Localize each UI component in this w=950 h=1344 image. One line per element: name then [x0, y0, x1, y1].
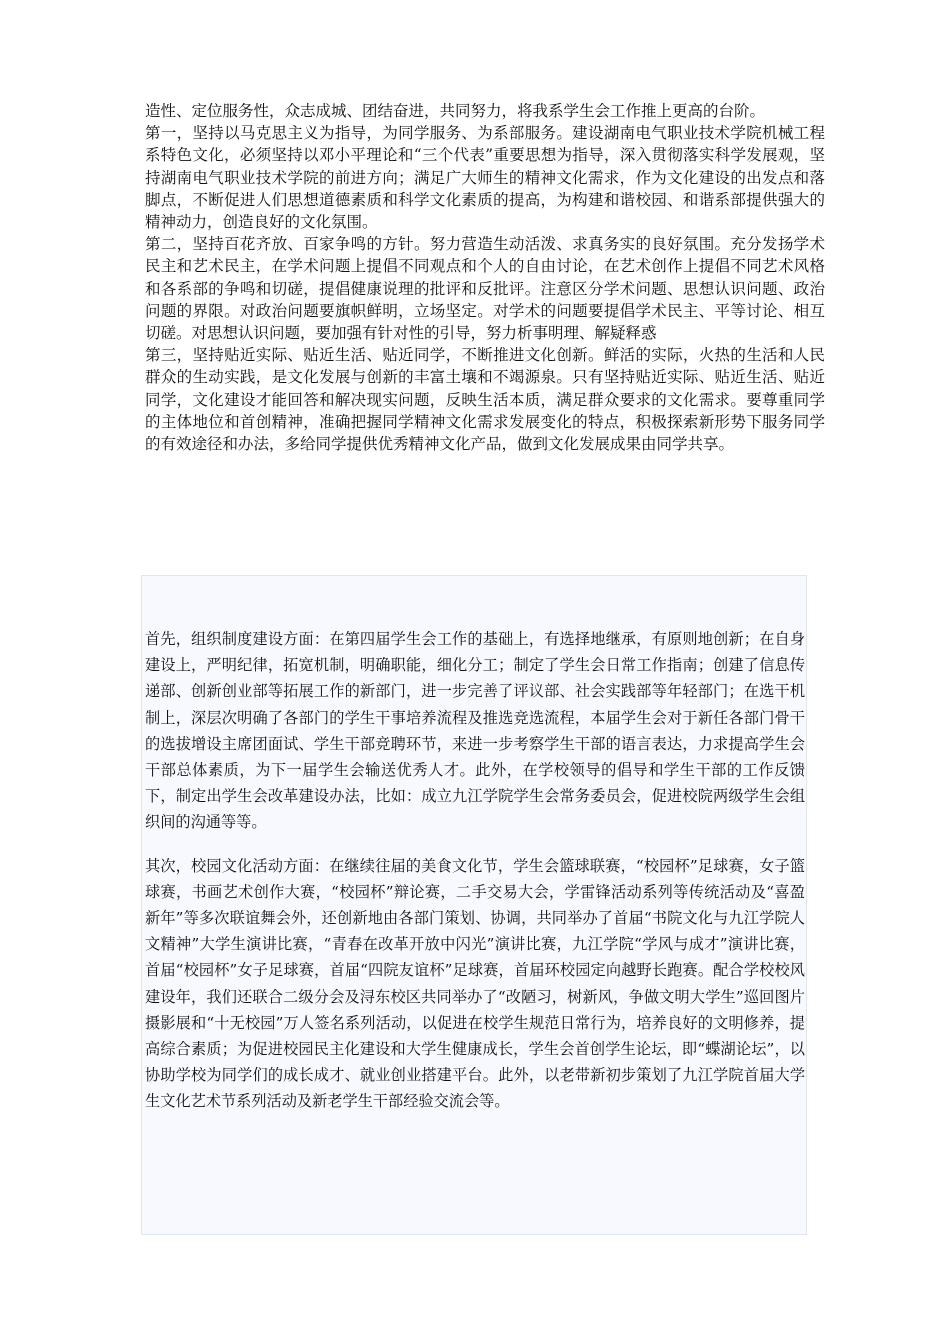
upper-text-block — [145, 100, 825, 455]
paragraph-first-principle: 第一，坚持以马克思主义为指导，为同学服务、为系部服务。建设湖南电气职业技术学院机械工程系特色文化，必须坚持以邓小平理论和“三个代表”重要思想为指导，深入贯彻落实科学发展观，坚持湖南电气职业技术学院的前进方向；满足广大师生的精神文化需求，作为文化建设的出发点和落脚点，不断促进人们思想道德素质和科学文化素质的提高，为构建和谐校园、和谐系部提供强大的精神动力，创造良好的文化氛围。 — [145, 124, 825, 232]
paragraph-campus-culture: 其次，校园文化活动方面：在继续往届的美食文化节，学生会篮球联赛，“校园杯”足球赛，女子篮球赛，书画艺术创作大赛，“校园杯”辩论赛，二手交易大会，学雷锋活动系列等传统活动及“喜盈新年”等多次联谊舞会外，还创新地由各部门策划、协调，共同举办了首届“书院文化与九江学院人文精神”大学生演讲比赛，“青春在改革开放中闪光”演讲比赛，九江学院“学风与成才”演讲比赛，首届“校园杯”女子足球赛，首届“四院友谊杯”足球赛，首届环校园定向越野长跑赛。配合学校校风建设年，我们还联合二级分会及浔东校区共同举办了“改陋习，树新风，争做文明大学生”巡回图片摄影展和“十无校园”万人签名系列活动，以促进在校学生规范日常行为，培养良好的文明修养，提高综合素质；为促进校园民主化建设和大学生健康成长，学生会首创学生论坛，即“蝶湖论坛”，以协助学校为同学们的成长成才、就业创业搭建平台。此外，以老带新初步策划了九江学院首届大学生文化艺术节系列活动及新老学生干部经验交流会等。 — [145, 856, 805, 1111]
paragraph-second-principle: 第二，坚持百花齐放、百家争鸣的方针。努力营造生动活泼、求真务实的良好氛围。充分发扬学术民主和艺术民主，在学术问题上提倡不同观点和个人的自由讨论，在艺术创作上提倡不同艺术风格和各系部的争鸣和切磋，提倡健康说理的批评和反批评。注意区分学术问题、思想认识问题、政治问题的界限。对政治问题要旗帜鲜明，立场坚定。对学术的问题要提倡学术民主、平等讨论、相互切磋。对思想认识问题，要加强有针对性的引导，努力析事明理、解疑释惑 — [145, 235, 825, 343]
panel-text-block — [145, 626, 805, 1115]
paragraph-organization-building: 首先，组织制度建设方面：在第四届学生会工作的基础上，有选择地继承，有原则地创新；在自身建设上，严明纪律，拓宽机制，明确职能，细化分工；制定了学生会日常工作指南；创建了信息传递部、创新创业部等拓展工作的新部门，进一步完善了评议部、社会实践部等年轻部门；在选干机制上，深层次明确了各部门的学生干事培养流程及推选竞选流程，本届学生会对于新任各部门骨干的选拔增设主席团面试、学生干部竞聘环节，来进一步考察学生干部的语言表达，力求提高学生会干部总体素质，为下一届学生会输送优秀人才。此外，在学校领导的倡导和学生干部的工作反馈下，制定出学生会改革建设办法，比如：成立九江学院学生会常务委员会，促进校院两级学生会组织间的沟通等等。 — [145, 630, 805, 832]
paragraph-third-principle: 第三，坚持贴近实际、贴近生活、贴近同学，不断推进文化创新。鲜活的实际，火热的生活和人民群众的生动实践，是文化发展与创新的丰富土壤和不竭源泉。只有坚持贴近实际、贴近生活、贴近同学，文化建设才能回答和解决现实问题，反映生活本质，满足群众要求的文化需求。要尊重同学的主体地位和首创精神，准确把握同学精神文化需求发展变化的特点，积极探索新形势下服务同学的有效途径和办法，多给同学提供优秀精神文化产品，做到文化发展成果由同学共享。 — [145, 346, 825, 454]
highlight-panel — [141, 575, 807, 1235]
paragraph-intro: 造性、定位服务性，众志成城、团结奋进，共同努力，将我系学生会工作推上更高的台阶。 — [145, 102, 766, 120]
